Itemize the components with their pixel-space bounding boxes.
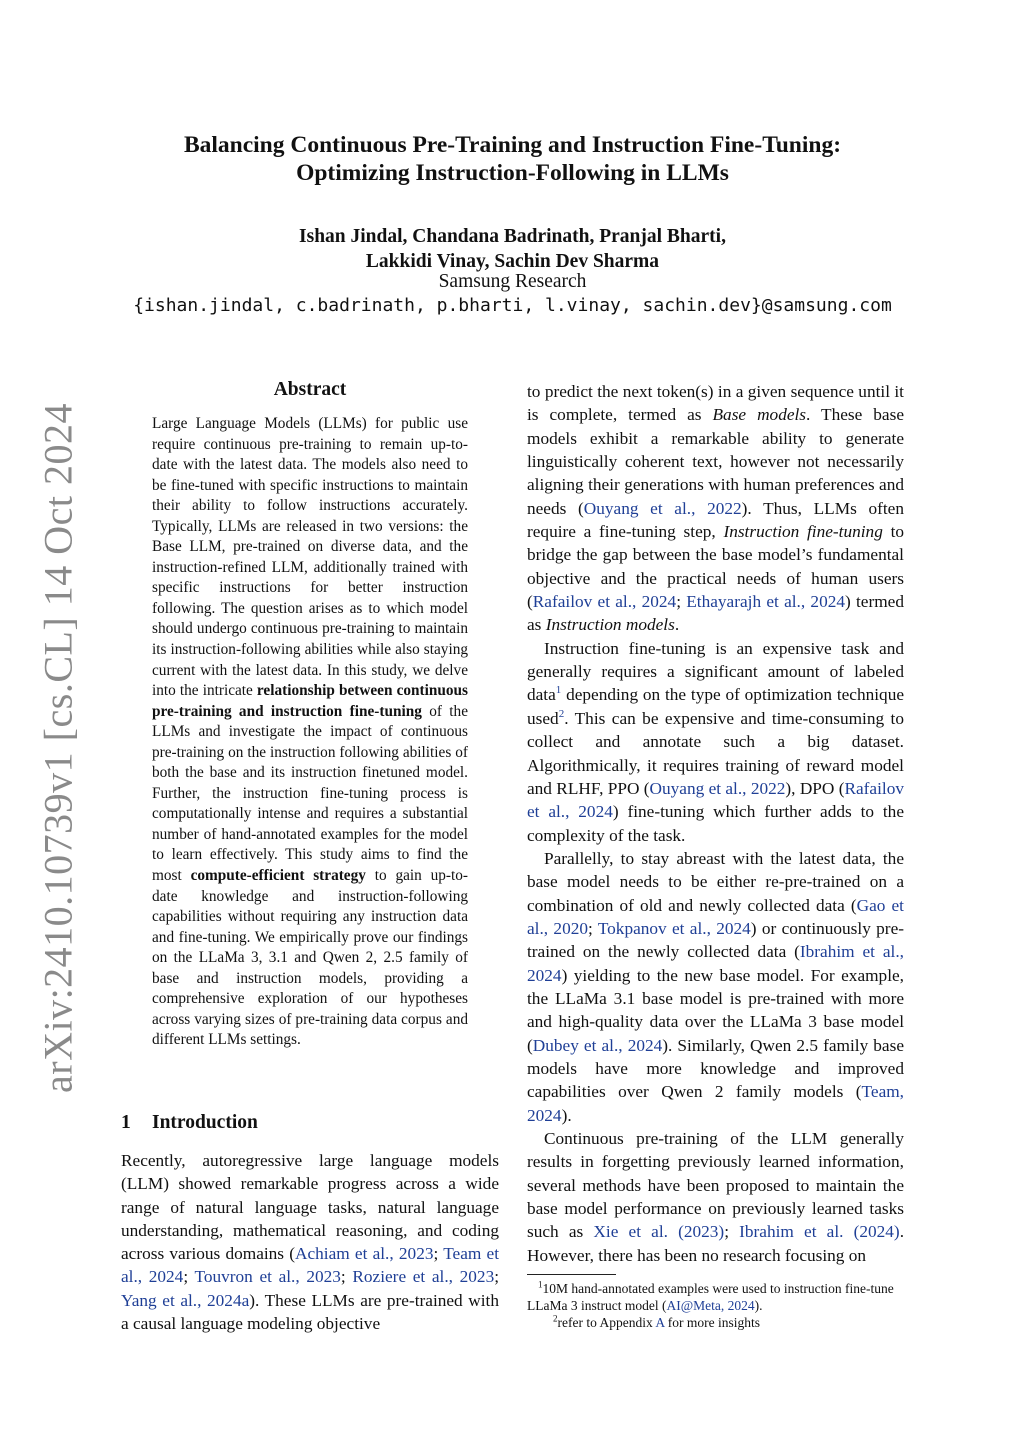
body-text: Instruction fine-tuning is an expensive task and generally requires a significant amount of labeled data bbox=[527, 638, 904, 705]
emphasis-term: Instruction fine-tuning bbox=[723, 522, 883, 542]
footnote-marker[interactable]: 1 bbox=[555, 684, 562, 697]
citation-link[interactable]: Yang et al., 2024a bbox=[121, 1290, 250, 1310]
citation-link[interactable]: Gao et al., 2020 bbox=[527, 895, 904, 938]
abstract-text: to gain up-to-date knowledge and instruction-following capabilities without requiring any instruction data and fine-tuning. We empirically prove our findings on the LLaMa 3, 3.1 and Qwen 2, 2.5 family of base and instruction models, providing a comprehensive exploration of our hypotheses across varying sizes of pre-training data corpus and different LLMs settings. bbox=[152, 867, 468, 1049]
citation-link[interactable]: Dubey et al., 2024 bbox=[532, 1035, 663, 1055]
body-text: ; bbox=[724, 1222, 740, 1242]
body-text: ) or continuously pre-trained on the newly collected data ( bbox=[527, 918, 904, 962]
paragraph-instruction-finetuning bbox=[527, 637, 904, 847]
abstract-heading: Abstract bbox=[273, 379, 347, 400]
citation-link[interactable]: Touvron et al., 2023 bbox=[194, 1267, 341, 1287]
citation-link[interactable]: Ibrahim et al. (2024) bbox=[739, 1222, 900, 1242]
introduction-paragraph-left bbox=[121, 1149, 499, 1335]
citation-link[interactable]: Rafailov et al., 2024 bbox=[527, 778, 904, 822]
citation-link[interactable]: Achiam et al., 2023 bbox=[295, 1244, 434, 1264]
citation-link[interactable]: Xie et al. (2023) bbox=[593, 1222, 725, 1242]
abstract-bold-phrase: relationship between continuous pre-training and instruction fine-tuning bbox=[152, 682, 468, 720]
abstract-text: Large Language Models (LLMs) for public use require continuous pre-training to remain up-to-date with the latest data. The models also need to be fine-tuned with specific instructions to maintain their ability to follow instructions accurately. Typically, LLMs are released in two versions: the Base LLM, pre-trained on diverse data, and the instruction-refined LLM, additionally trained with specific instructions for better instruction following. The question arises as to which model should undergo continuous pre-training to maintain its instruction-following abilities while also staying current with the latest data. In this study, we delve into the intricate bbox=[152, 415, 468, 700]
title-line-1: Balancing Continuous Pre-Training and Instruction Fine-Tuning: bbox=[183, 132, 842, 158]
body-text: ). Similarly, Qwen 2.5 family base models have more knowledge and improved capabilities over Qwen 2 family models ( bbox=[527, 1035, 904, 1102]
arxiv-stamp-text: arXiv:2410.10739v1 [cs.CL] 14 Oct 2024 bbox=[35, 402, 81, 1094]
citation-link[interactable]: Roziere et al., 2023 bbox=[352, 1267, 495, 1287]
footnote-number: 1 bbox=[538, 1279, 543, 1290]
footnote-2 bbox=[527, 1314, 904, 1331]
body-text: . These base models exhibit a remarkable ability to generate linguistically coherent text, however not necessarily aligning their generations with human preferences and needs ( bbox=[527, 405, 904, 518]
title-line-2: Optimizing Instruction-Following in LLMs bbox=[296, 160, 729, 186]
body-text: ). These LLMs are pre-trained with a causal language modeling objective bbox=[121, 1290, 500, 1334]
body-text: ) termed as bbox=[527, 592, 904, 635]
body-text: ; bbox=[183, 1267, 195, 1287]
body-text: . bbox=[674, 615, 680, 635]
paragraph-continuous-pretraining bbox=[527, 847, 904, 1127]
body-text: ; bbox=[433, 1244, 444, 1264]
author-emails: {ishan.jindal, c.badrinath, p.bharti, l.vinay, sachin.dev}@samsung.com bbox=[133, 295, 892, 316]
footnote-number: 2 bbox=[553, 1313, 558, 1324]
section-title: Introduction bbox=[152, 1112, 258, 1133]
footnote-text: 10M hand-annotated examples were used to instruction fine-tune LLaMa 3 instruct model ( bbox=[527, 1281, 894, 1313]
affiliation: Samsung Research bbox=[438, 271, 587, 292]
author-list bbox=[120, 224, 905, 274]
abstract-body bbox=[152, 414, 468, 1051]
body-text: . This can be expensive and time-consuming to collect and annotate such a big dataset. Algorithmically, it requires training of reward model and RLHF, PPO ( bbox=[527, 708, 904, 798]
body-text: ). Thus, LLMs often require a fine-tuning step, bbox=[527, 498, 904, 542]
paragraph-base-models bbox=[527, 380, 904, 637]
body-text: Parallelly, to stay abreast with the latest data, the base model needs to be either re-pre-trained on a combination of old and newly collected data ( bbox=[527, 848, 904, 915]
body-text: . However, there has been no research focusing on bbox=[527, 1222, 905, 1265]
footnotes bbox=[527, 1280, 904, 1331]
citation-link[interactable]: Ethayarajh et al., 2024 bbox=[686, 592, 845, 612]
footnote-text: for more insights bbox=[664, 1315, 760, 1330]
citation-link[interactable]: Team et al., 2024 bbox=[121, 1244, 499, 1287]
appendix-link[interactable]: A bbox=[655, 1315, 665, 1330]
introduction-right-column bbox=[527, 380, 904, 1267]
authors-line-1: Ishan Jindal, Chandana Badrinath, Pranjal Bharti, bbox=[299, 226, 726, 247]
section-heading-introduction bbox=[121, 1111, 258, 1135]
paper-title bbox=[120, 131, 905, 187]
body-text: ). bbox=[561, 1105, 572, 1125]
body-text: ; bbox=[676, 592, 687, 612]
footnote-marker[interactable]: 2 bbox=[558, 708, 565, 721]
body-text: ; bbox=[588, 918, 598, 938]
body-text: ) yielding to the new base model. For example, the LLaMa 3.1 base model is pre-trained with more and high-quality data over the LLaMa 3 base model ( bbox=[527, 965, 904, 1055]
body-text: ; bbox=[340, 1267, 353, 1287]
body-text: ) fine-tuning which further adds to the complexity of the task. bbox=[527, 802, 904, 845]
body-text: to bridge the gap between the base model’s fundamental objective and the practical needs of human users ( bbox=[527, 522, 905, 612]
body-text: depending on the type of optimization technique used bbox=[527, 685, 904, 728]
abstract-bold-phrase: compute-efficient strategy bbox=[190, 867, 366, 885]
citation-link[interactable]: Ibrahim et al., 2024 bbox=[527, 942, 904, 985]
body-text: to predict the next token(s) in a given sequence until it is complete, termed as bbox=[527, 382, 904, 425]
citation-link[interactable]: Ouyang et al., 2022 bbox=[583, 498, 742, 518]
body-text: Recently, autoregressive large language models (LLM) showed remarkable progress across a wide range of natural language tasks, natural language understanding, mathematical reasoning, and coding across various domains ( bbox=[121, 1151, 499, 1264]
body-text: Continuous pre-training of the LLM generally results in forgetting previously learned information, several methods have been proposed to maintain the base model performance on previously learned tasks such as bbox=[527, 1129, 904, 1242]
citation-link[interactable]: Rafailov et al., 2024 bbox=[532, 592, 677, 612]
section-number: 1 bbox=[121, 1112, 131, 1133]
abstract-text: of the LLMs and investigate the impact of continuous pre-training on the instruction following abilities of both the base and its instruction finetuned model. Further, the instruction fine-tuning process is computationally intense and requires a substantial number of hand-annotated examples for the model to learn effectively. This study aims to find the most bbox=[152, 702, 468, 885]
citation-link[interactable]: AI@Meta, 2024 bbox=[666, 1298, 755, 1313]
body-text: ), DPO ( bbox=[785, 778, 845, 798]
authors-line-2: Lakkidi Vinay, Sachin Dev Sharma bbox=[365, 251, 660, 272]
citation-link[interactable]: Ouyang et al., 2022 bbox=[649, 778, 786, 798]
emphasis-term: Base models bbox=[712, 405, 807, 425]
emphasis-term: Instruction models bbox=[545, 615, 675, 635]
footnote-text: refer to Appendix bbox=[557, 1315, 656, 1330]
citation-link[interactable]: Tokpanov et al., 2024 bbox=[597, 918, 751, 938]
footnote-divider bbox=[527, 1274, 616, 1275]
footnote-1 bbox=[527, 1280, 904, 1314]
citation-link[interactable]: Team, 2024 bbox=[527, 1082, 904, 1125]
footnote-text: ). bbox=[754, 1298, 763, 1313]
paragraph-forgetting bbox=[527, 1127, 904, 1267]
body-text: ; bbox=[494, 1267, 500, 1287]
